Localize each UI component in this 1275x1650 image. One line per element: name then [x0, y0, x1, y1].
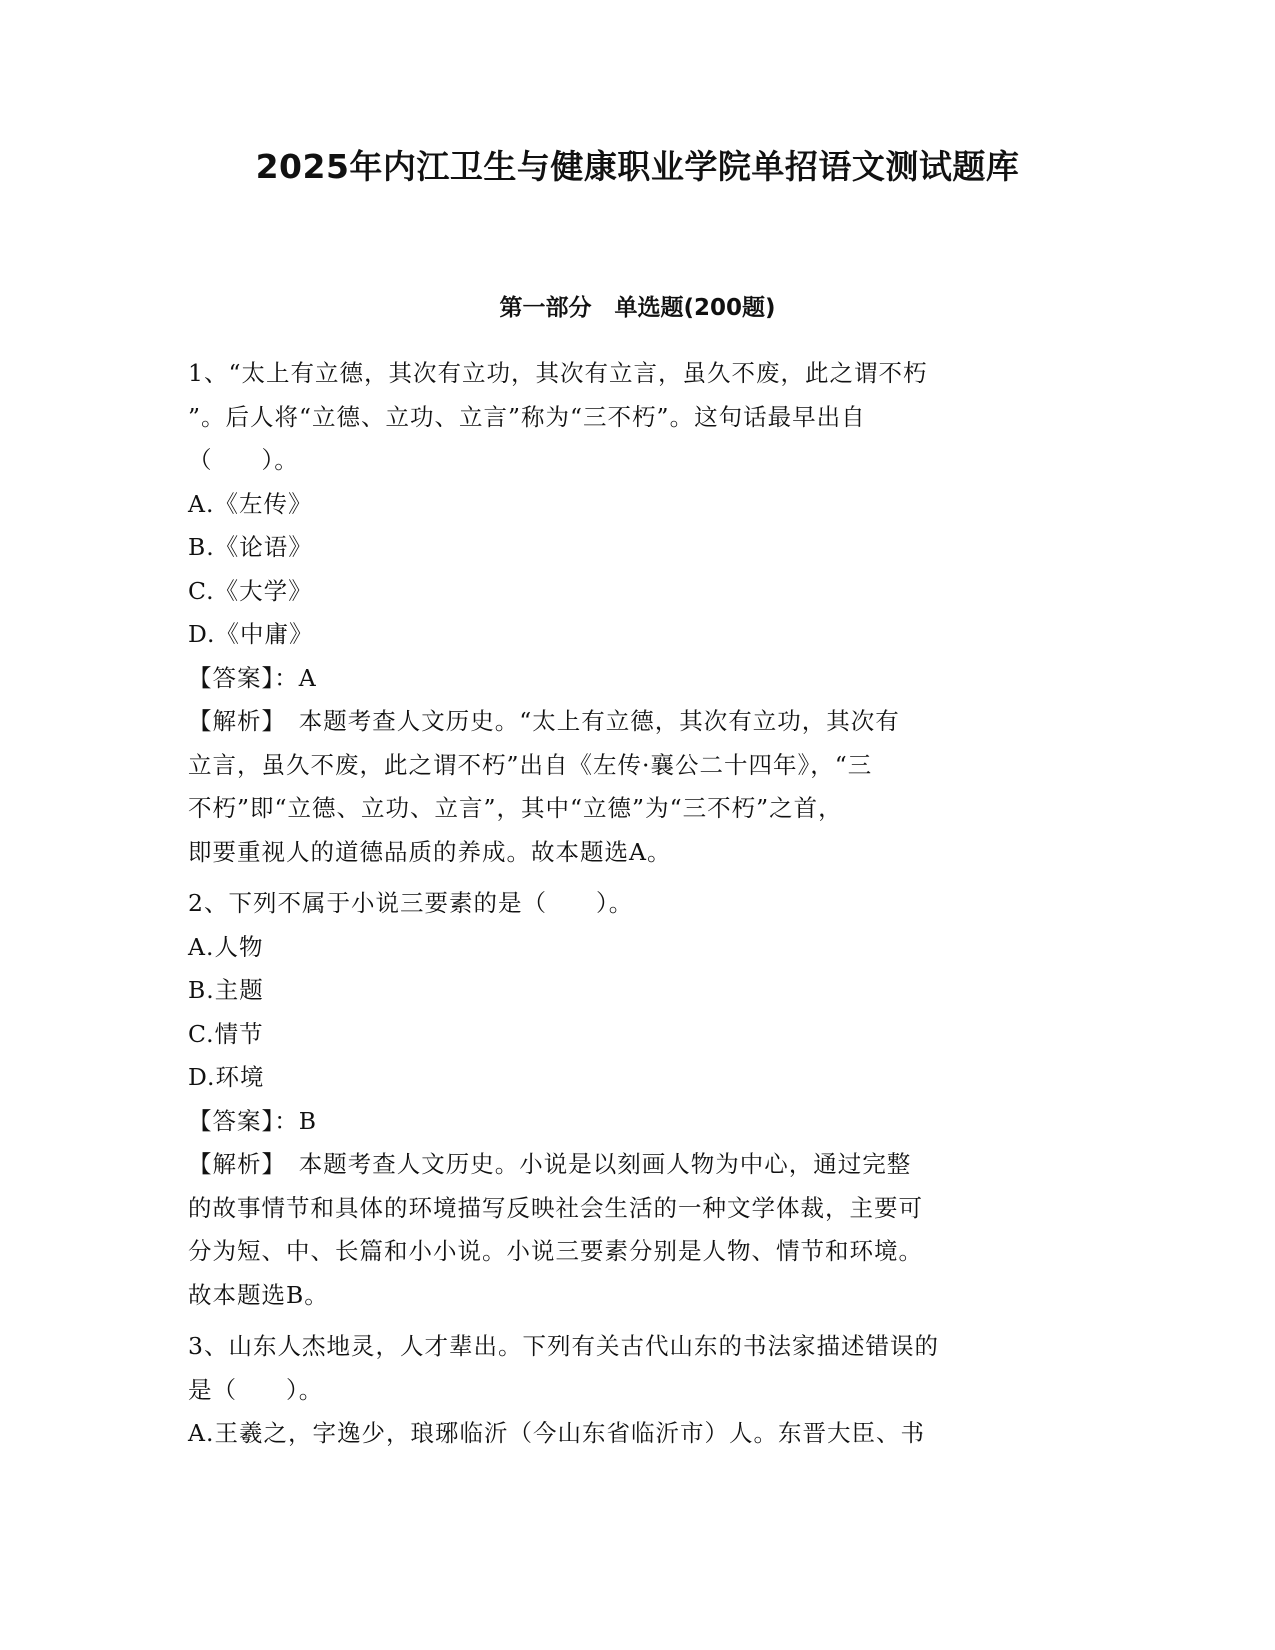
question-3 [188, 1325, 1078, 1456]
question-list [188, 352, 1078, 1456]
question-stem-line: 2、下列不属于小说三要素的是（ ）。 [188, 889, 634, 917]
explanation-line: 立言，虽久不废，此之谓不朽”出自《左传·襄公二十四年》，“三 [188, 750, 873, 779]
question-stem-line: ”。后人将“立德、立功、立言”称为“三不朽”。这句话最早出自 [188, 402, 866, 431]
explanation-line: 【解析】 本题考查人文历史。小说是以刻画人物为中心，通过完整 [188, 1150, 912, 1178]
question-stem-line: （ ）。 [188, 446, 299, 474]
question-2 [188, 882, 1078, 1317]
explanation-line: 【解析】 本题考查人文历史。“太上有立德，其次有立功，其次有 [188, 707, 900, 735]
answer: 【答案】：A [188, 663, 317, 692]
explanation-line: 分为短、中、长篇和小小说。小说三要素分别是人物、情节和环境。 [188, 1237, 923, 1265]
explanation-line: 即要重视人的道德品质的养成。故本题选A。 [188, 837, 672, 866]
option-c: C.《大学》 [188, 576, 313, 605]
explanation-line: 不朽”即“立德、立功、立言”，其中“立德”为“三不朽”之首， [188, 794, 843, 822]
option-a: A.王羲之，字逸少，琅琊临沂（今山东省临沂市）人。东晋大臣、书 [188, 1419, 925, 1447]
question-1 [188, 352, 1078, 874]
question-stem-line: 是（ ）。 [188, 1375, 324, 1404]
option-d: D.环境 [188, 1063, 265, 1091]
explanation-line: 的故事情节和具体的环境描写反映社会生活的一种文学体裁，主要可 [188, 1193, 923, 1222]
answer: 【答案】：B [188, 1106, 318, 1135]
document-title: 2025年内江卫生与健康职业学院单招语文测试题库 [255, 147, 1020, 186]
section-heading: 第一部分 单选题(200题) [499, 295, 776, 321]
option-a: A.《左传》 [188, 489, 313, 518]
option-a: A.人物 [188, 932, 264, 961]
option-c: C.情节 [188, 1019, 264, 1048]
option-b: B.《论语》 [188, 533, 313, 561]
explanation-line: 故本题选B。 [188, 1280, 329, 1309]
question-stem-line: 3、山东人杰地灵，人才辈出。下列有关古代山东的书法家描述错误的 [188, 1332, 939, 1360]
option-d: D.《中庸》 [188, 620, 314, 648]
option-b: B.主题 [188, 976, 264, 1004]
question-stem-line: 1、“太上有立德，其次有立功，其次有立言，虽久不废，此之谓不朽 [188, 359, 928, 387]
